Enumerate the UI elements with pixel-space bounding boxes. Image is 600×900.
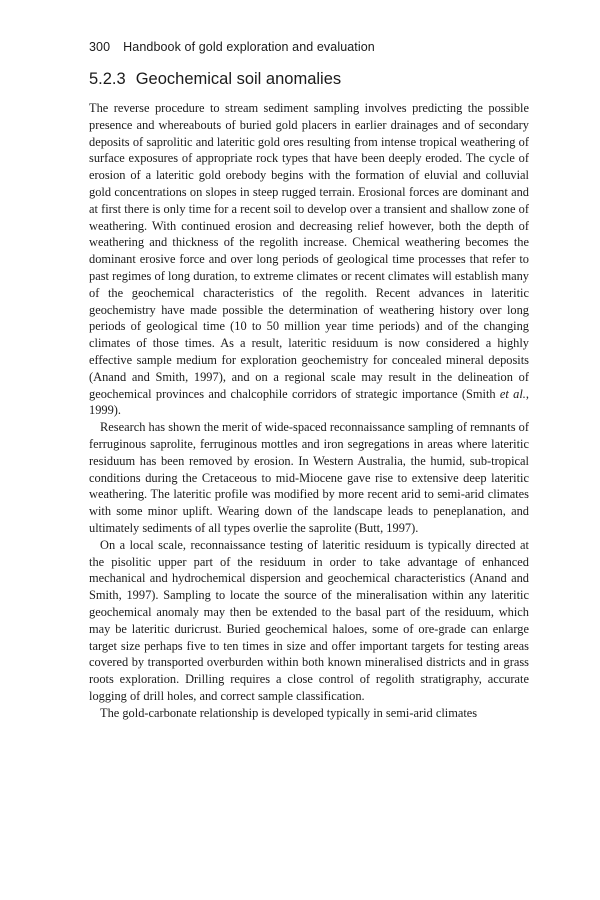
section-title: Geochemical soil anomalies (135, 70, 342, 88)
paragraph-3: On a local scale, reconnaissance testing of lateritic residuum is typically directed at the pisolitic upper part of the residuum in order to take advantage of enhanced mechanical and hydrochemical dispersion and geochemical characteristics (Anand and Smith, 1997). Sampling to locate the source of the mineralisation within any lateritic geochemical anomaly may then be extended to the basal part of the residuum, which may be lateritic duricrust. Buried geochemical haloes, some of ore-grade can enlarge target size perhaps five to ten times in size and offer important targets for testing areas covered by transported overburden within both known mineralised districts and in grass roots exploration. Drilling requires a close control of regolith stratigraphy, accurate logging of drill holes, and correct sample classification. (89, 537, 529, 703)
section-number: 5.2.3 (89, 70, 126, 88)
paragraph-1-text: The reverse procedure to stream sediment sampling involves predicting the possible presence and whereabouts of buried gold placers in earlier drainages and of secondary deposits of saprolitic and lateritic gold ores resulting from intense tropical weathering of surface exposures of appropriate rock types that have been deeply eroded. The cycle of erosion of a lateritic gold orebody begins with the formation of eluvial and colluvial gold concentrations on slopes in steep rugged terrain. Erosional forces are dominant and at first there is only time for a recent soil to develop over a transient and shallow zone of weathering. With continued erosion and decreasing relief however, both the depth of weathering and thickness of the regolith increase. Chemical weathering becomes the dominant erosive force and over long periods of geological time processes that refer to past regimes of long duration, to extreme climates or recent climates will establish many of the geochemical characteristics of the regolith. Recent advances in lateritic geochemistry have made possible the determination of weathering history over long periods of geological time (10 to 50 million year time periods) and of the changing climates of those times. As a result, lateritic residuum is now considered a highly effective sample medium for exploration geochemistry for concealed mineral deposits (Anand and Smith, 1997), and on a regional scale may result in the delineation of geochemical provinces and chalcophile corridors of strategic importance (Smith (89, 101, 529, 401)
paragraph-1-end: , 1999). (89, 386, 529, 418)
paragraph-1 (89, 100, 529, 419)
page-number: 300 (89, 40, 111, 54)
paragraph-2: Research has shown the merit of wide-spaced reconnaissance sampling of remnants of ferruginous saprolite, ferruginous mottles and iron segregations in areas where lateritic residuum has been removed by erosion. In Western Australia, the humid, sub-tropical conditions during the Cretaceous to mid-Miocene gave rise to extensive deep lateritic weathering. The lateritic profile was modified by more recent arid to semi-arid climates with some minor uplift. Wearing down of the landscape leads to peneplanation, and ultimately sediments of all types overlie the saprolite (Butt, 1997). (89, 420, 529, 535)
section-heading (89, 70, 529, 89)
citation-et-al: et al. (499, 386, 526, 401)
book-title: Handbook of gold exploration and evaluation (123, 40, 375, 54)
body-text (89, 100, 529, 721)
paragraph-4: The gold-carbonate relationship is developed typically in semi-arid climates (100, 705, 478, 720)
book-page (89, 40, 529, 721)
running-header (89, 40, 529, 54)
